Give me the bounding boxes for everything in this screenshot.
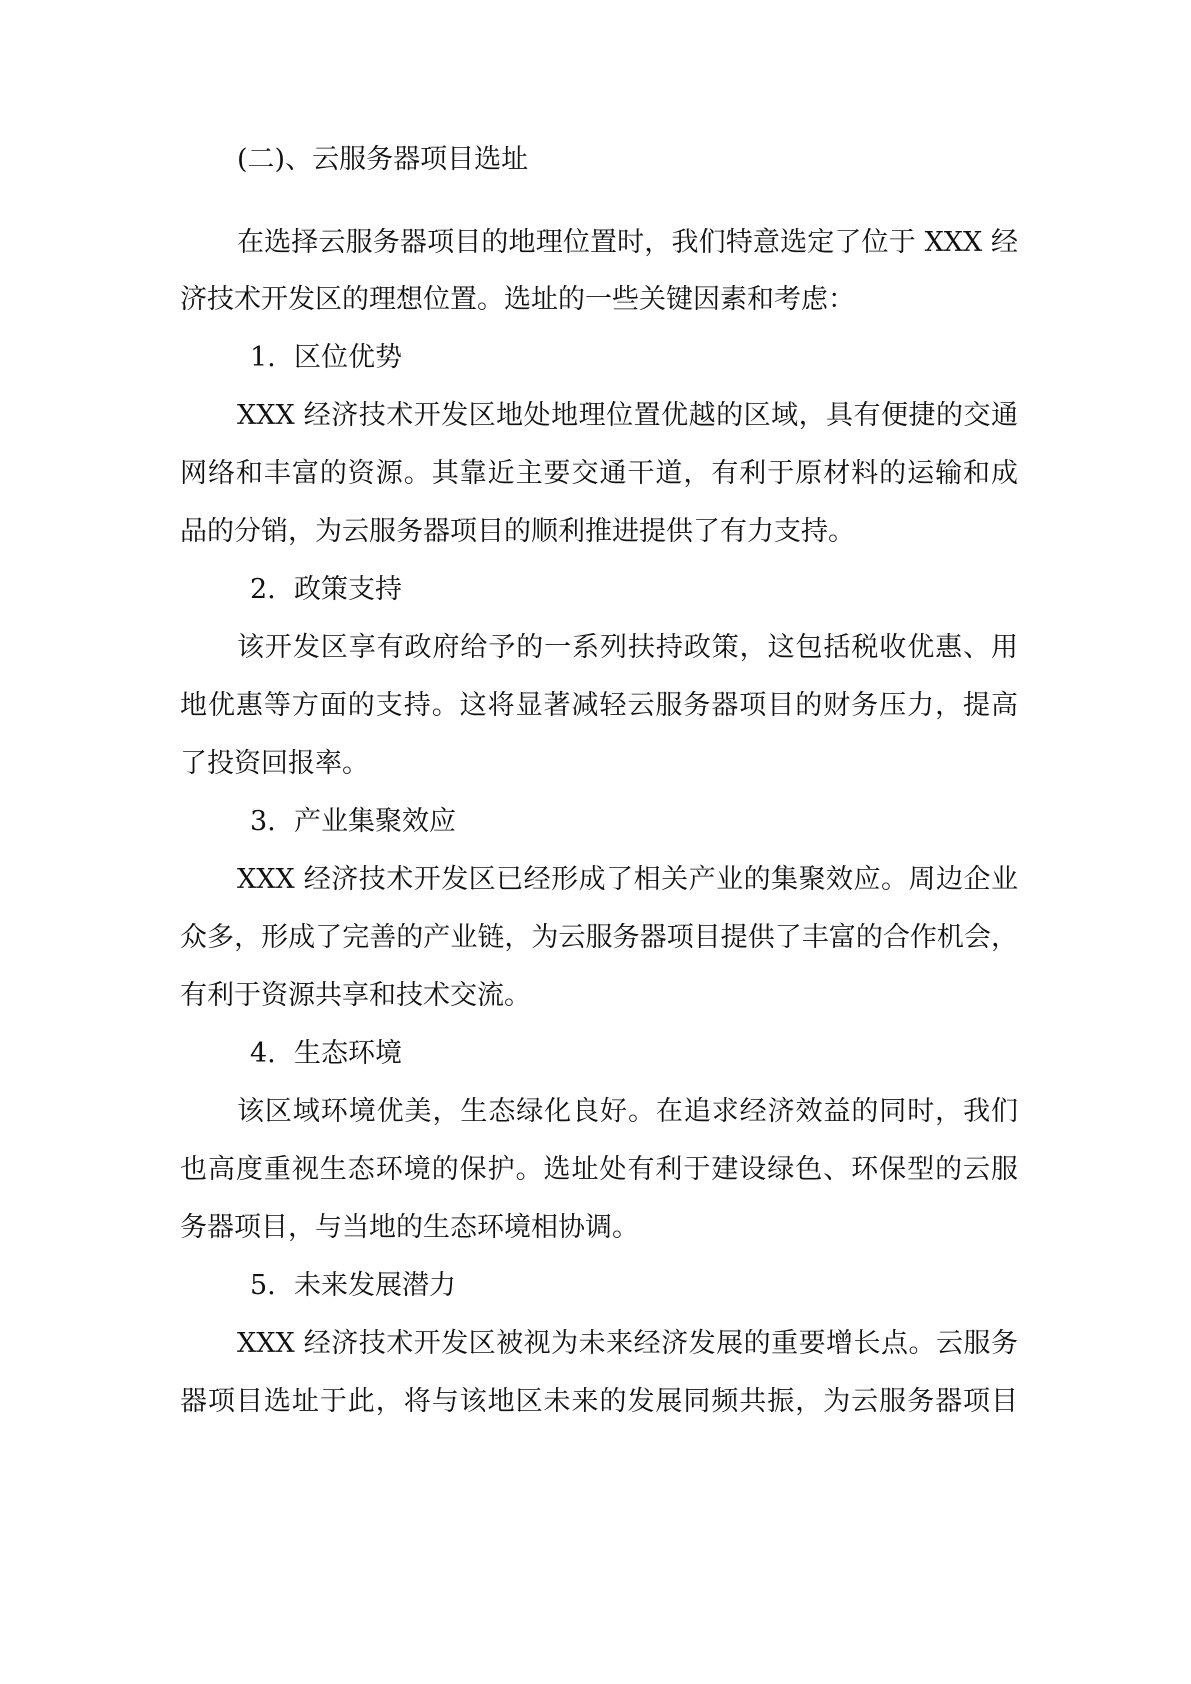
item-3-line-1: XXX 经济技术开发区已经形成了相关产业的集聚效应。周边企业	[237, 864, 1018, 895]
item-4-line-1: 该区域环境优美，生态绿化良好。在追求经济效益的同时，我们	[237, 1096, 1018, 1127]
item-2-line-2: 地优惠等方面的支持。这将显著减轻云服务器项目的财务压力，提高	[180, 690, 1018, 721]
item-5-line-2: 器项目选址于此，将与该地区未来的发展同频共振，为云服务器项目	[180, 1386, 1018, 1417]
item-heading-4	[250, 1036, 402, 1072]
intro-line-2: 济技术开发区的理想位置。选址的一些关键因素和考虑：	[180, 284, 855, 315]
item-3-line-2: 众多，形成了完善的产业链，为云服务器项目提供了丰富的合作机会，	[180, 922, 1018, 953]
item-number: 1.	[250, 342, 276, 373]
item-3-line-3: 有利于资源共享和技术交流。	[180, 980, 531, 1011]
item-number: 3.	[250, 806, 276, 837]
item-1-line-2: 网络和丰富的资源。其靠近主要交通干道，有利于原材料的运输和成	[180, 458, 1018, 489]
item-heading-2	[250, 572, 402, 608]
item-number: 4.	[250, 1038, 276, 1069]
item-heading-1	[250, 340, 402, 376]
item-heading-5	[250, 1268, 456, 1304]
section-title: (二)、云服务器项目选址	[237, 144, 529, 175]
item-title: 生态环境	[294, 1038, 402, 1069]
item-2-line-3: 了投资回报率。	[180, 748, 369, 779]
item-1-line-1: XXX 经济技术开发区地处地理位置优越的区域，具有便捷的交通	[237, 400, 1018, 431]
item-title: 区位优势	[294, 342, 402, 373]
intro-line-1: 在选择云服务器项目的地理位置时，我们特意选定了位于 XXX 经	[237, 227, 1018, 258]
item-1-line-3: 品的分销，为云服务器项目的顺利推进提供了有力支持。	[180, 516, 855, 547]
item-5-line-1: XXX 经济技术开发区被视为未来经济发展的重要增长点。云服务	[237, 1328, 1018, 1359]
item-2-line-1: 该开发区享有政府给予的一系列扶持政策，这包括税收优惠、用	[237, 632, 1018, 663]
item-title: 产业集聚效应	[294, 806, 456, 837]
item-title: 未来发展潜力	[294, 1270, 456, 1301]
item-4-line-3: 务器项目，与当地的生态环境相协调。	[180, 1212, 639, 1243]
item-title: 政策支持	[294, 574, 402, 605]
item-number: 2.	[250, 574, 276, 605]
item-4-line-2: 也高度重视生态环境的保护。选址处有利于建设绿色、环保型的云服	[180, 1154, 1018, 1185]
item-heading-3	[250, 804, 456, 840]
item-number: 5.	[250, 1270, 276, 1301]
